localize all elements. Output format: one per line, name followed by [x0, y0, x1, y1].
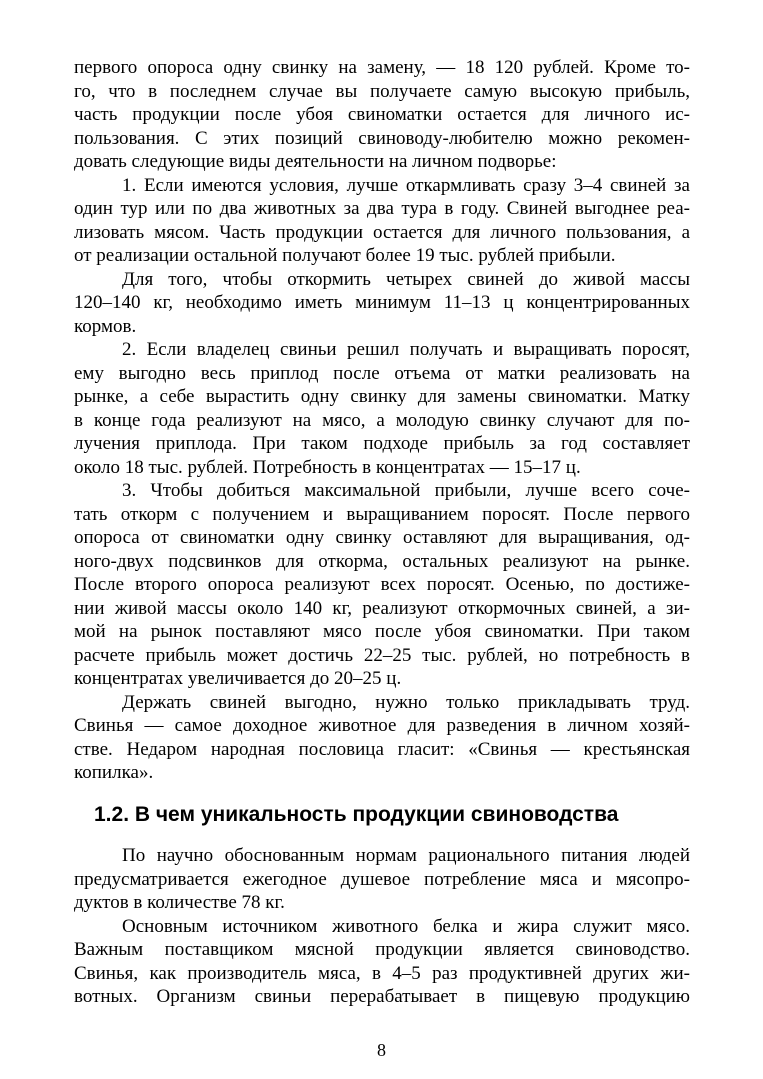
- text-line: около 18 тыс. рублей. Потребность в концентратах — 15–17 ц.: [74, 456, 581, 478]
- text-line: 3. Чтобы добиться максимальной прибыли, лучше всего соче-: [122, 480, 690, 501]
- text-line: тать откорм с получением и выращиванием поросят. После первого: [74, 503, 690, 525]
- section-heading: 1.2. В чем уникальность продукции свиноводства: [94, 803, 619, 826]
- text-line: Важным поставщиком мясной продукции является свиноводство.: [74, 939, 690, 960]
- text-line: дуктов в количестве 78 кг.: [74, 892, 285, 913]
- text-line: рынке, а себе вырастить одну свинку для замены свиноматки. Матку: [74, 386, 690, 407]
- text-line: После второго опороса реализуют всех поросят. Осенью, по достиже-: [74, 574, 690, 595]
- text-line: от реализации остальной получают более 19 тыс. рублей прибыли.: [74, 245, 616, 266]
- text-line: го, что в последнем случае вы получаете самую высокую прибыль,: [74, 80, 690, 102]
- text-line: мой на рынок поставляют мясо после убоя свиноматки. При таком: [74, 621, 690, 642]
- text-line: Основным источником животного белка и жира служит мясо.: [122, 915, 690, 937]
- text-line: первого опороса одну свинку на замену, — 18 120 рублей. Кроме то-: [74, 57, 690, 78]
- text-line: лизовать мясом. Часть продукции остается для личного пользования, а: [74, 221, 690, 243]
- text-line: часть продукции после убоя свиноматки остается для личного ис-: [74, 104, 690, 125]
- text-line: расчете прибыль может достичь 22–25 тыс. рублей, но потребность в: [74, 644, 690, 666]
- body-text-bottom: [74, 844, 690, 1009]
- text-line: опороса от свиноматки одну свинку оставляют для выращивания, од-: [74, 527, 690, 548]
- text-line: 120–140 кг, необходимо иметь минимум 11–13 ц концентрированных: [74, 292, 690, 313]
- text-line: пользования. С этих позиций свиноводу-любителю можно рекомен-: [74, 127, 690, 149]
- text-line: лучения приплода. При таком подходе прибыль за год составляет: [74, 433, 690, 454]
- text-line: один тур или по два животных за два тура в году. Свиней выгоднее реа-: [74, 198, 690, 219]
- text-line: кормов.: [74, 315, 137, 337]
- text-line: копилка».: [74, 762, 154, 783]
- text-line: Свинья, как производитель мяса, в 4–5 раз продуктивней других жи-: [74, 962, 690, 984]
- text-line: 1. Если имеются условия, лучше откармливать сразу 3–4 свиней за: [122, 174, 690, 196]
- body-text-top: [74, 56, 690, 785]
- text-line: ему выгодно весь приплод после отъема от матки реализовать на: [74, 362, 690, 384]
- text-line: Для того, чтобы откормить четырех свиней до живой массы: [122, 268, 690, 290]
- text-line: стве. Недаром народная пословица гласит: «Свинья — крестьянская: [74, 738, 690, 760]
- text-line: Свинья — самое доходное животное для разведения в личном хозяй-: [74, 715, 690, 736]
- text-line: По научно обоснованным нормам рационального питания людей: [122, 845, 690, 866]
- text-line: довать следующие виды деятельности на личном подворье:: [74, 151, 557, 172]
- text-line: в конце года реализуют на мясо, а молодую свинку случают для по-: [74, 409, 690, 431]
- page-number: 8: [377, 1040, 386, 1060]
- text-line: 2. Если владелец свиньи решил получать и выращивать поросят,: [122, 339, 690, 360]
- text-line: ного-двух подсвинков для откорма, остальных реализуют на рынке.: [74, 550, 690, 572]
- text-line: концентратах увеличивается до 20–25 ц.: [74, 668, 402, 689]
- text-line: вотных. Организм свиньи перерабатывает в пищевую продукцию: [74, 986, 690, 1007]
- text-line: предусматривается ежегодное душевое потребление мяса и мясопро-: [74, 868, 690, 890]
- text-line: Держать свиней выгодно, нужно только прикладывать труд.: [122, 691, 690, 713]
- text-line: нии живой массы около 140 кг, реализуют откормочных свиней, а зи-: [74, 597, 690, 619]
